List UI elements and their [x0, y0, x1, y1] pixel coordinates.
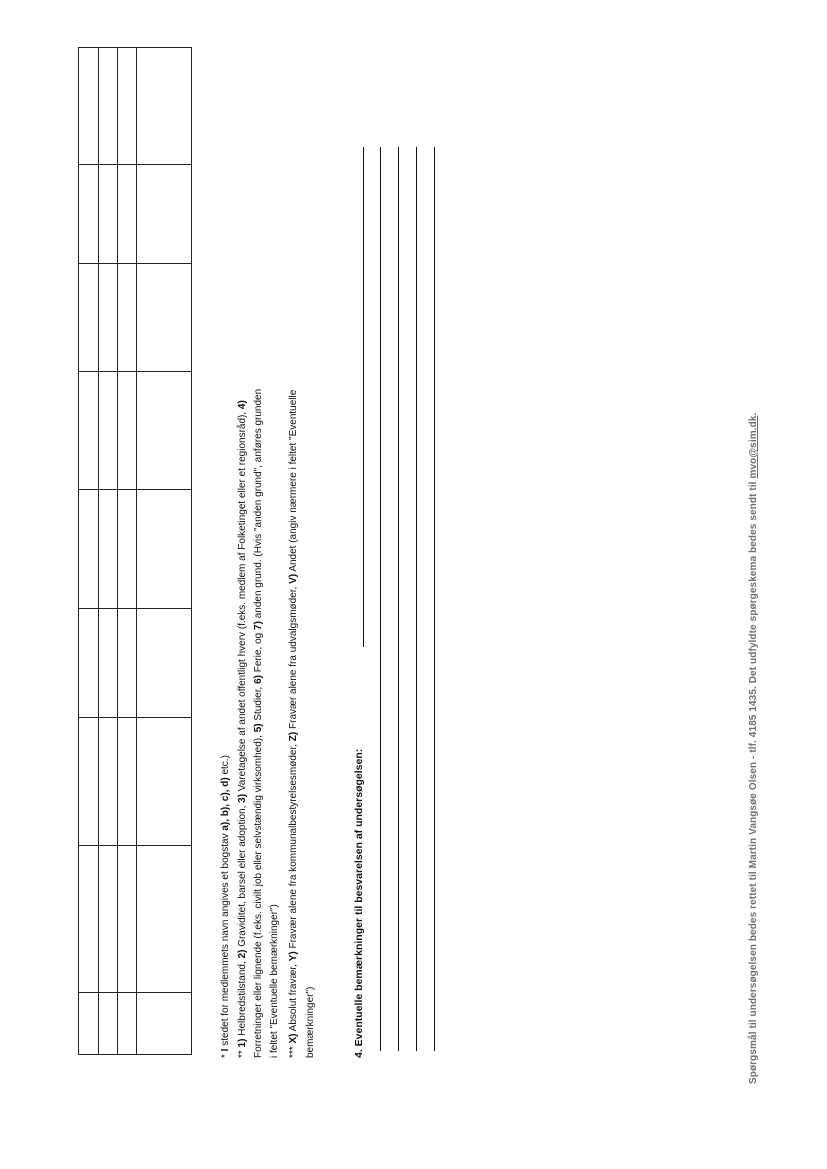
note-text: *** [288, 1043, 299, 1058]
note-bold: 5) [253, 723, 264, 733]
note-bold: X) [288, 1033, 299, 1044]
grid-row-line [79, 717, 191, 718]
note-text: i feltet "Eventuelle bemærkninger") [269, 904, 280, 1058]
note-bold: V) [288, 573, 299, 584]
note-bold: 1) [237, 1038, 248, 1048]
section-4-heading [352, 749, 366, 1058]
grid-row-line [79, 164, 191, 165]
response-grid-table [78, 47, 192, 1055]
footer-text: . [748, 412, 759, 416]
footnote-absence-type-line2 [304, 987, 318, 1058]
note-bold: Y) [288, 951, 299, 962]
note-text: Helbredstilstand, [237, 958, 248, 1039]
note-bold: 7) [253, 621, 264, 630]
footnote-absence-reasons-line3 [268, 904, 282, 1058]
note-text: stedet for medlemmets navn angives et bogstav [220, 830, 231, 1049]
note-text: * [220, 1051, 231, 1058]
note-bold: I [220, 1048, 231, 1052]
note-text: Absolut fravær, [288, 961, 299, 1034]
footnote-absence-reasons-line2 [252, 389, 266, 1058]
grid-column-line [117, 48, 118, 1054]
grid-column-line [136, 48, 137, 1054]
note-bold: 3) [237, 793, 248, 803]
note-text: anden grund. (Hvis "anden grund", anføres grunden [253, 388, 264, 622]
remarks-line-3[interactable] [398, 147, 399, 1051]
note-bold: Z) [288, 731, 299, 742]
note-text: Forretninger eller lignende (f.eks. civilt job eller selvstændig virksomhed), [253, 732, 264, 1058]
note-text: Fravær alene fra udvalgsmøder, [288, 583, 299, 732]
footnote-absence-type-line1 [287, 390, 301, 1058]
note-text: Graviditet, barsel eller adoption, [237, 802, 248, 950]
note-bold: a), b), c), d) [220, 777, 231, 831]
note-bold: 6) [253, 675, 264, 684]
note-text: Andet (angiv nærmere i feltet "Eventuelle [288, 389, 299, 574]
remarks-line-1[interactable] [363, 147, 364, 647]
grid-row-line [79, 489, 191, 490]
grid-row-line [79, 263, 191, 264]
grid-row-line [79, 845, 191, 846]
grid-row-line [79, 371, 191, 372]
note-text: Studier, [253, 683, 264, 724]
grid-column-line [98, 48, 99, 1054]
section-heading-text: 4. Eventuelle bemærkninger til besvarelsen af undersøgelsen: [353, 748, 365, 1058]
note-bold: 2) [237, 949, 248, 959]
footnote-absence-reasons-line1 [236, 400, 250, 1058]
note-text: Fravær alene fra kommunalbestyrelsesmøder, [288, 741, 299, 952]
grid-row-line [79, 608, 191, 609]
remarks-line-2[interactable] [380, 147, 381, 1051]
footer-contact [748, 413, 759, 1084]
remarks-line-4[interactable] [416, 147, 417, 1051]
note-text: bemærkninger") [305, 986, 316, 1058]
note-bold: 4) [237, 400, 248, 410]
note-text: Varetagelse af andet offentligt hverv (f.eks. medlem af Folketinget eller et regionsråd), [237, 409, 248, 794]
note-text: Ferie, og [253, 629, 264, 676]
footer-email-link[interactable]: mvo@sim.dk [748, 415, 759, 479]
footer-text: Spørgsmål til undersøgelsen bedes rettet til Martin Vangsøe Olsen - tlf. 4185 1435. Det udfyldte spørgeskema bedes sendt til [748, 478, 759, 1084]
grid-row-line [79, 992, 191, 993]
note-text: etc.) [220, 755, 231, 778]
remarks-line-5[interactable] [434, 147, 435, 1051]
note-text: ** [237, 1047, 248, 1058]
footnote-member-letter [219, 755, 233, 1058]
